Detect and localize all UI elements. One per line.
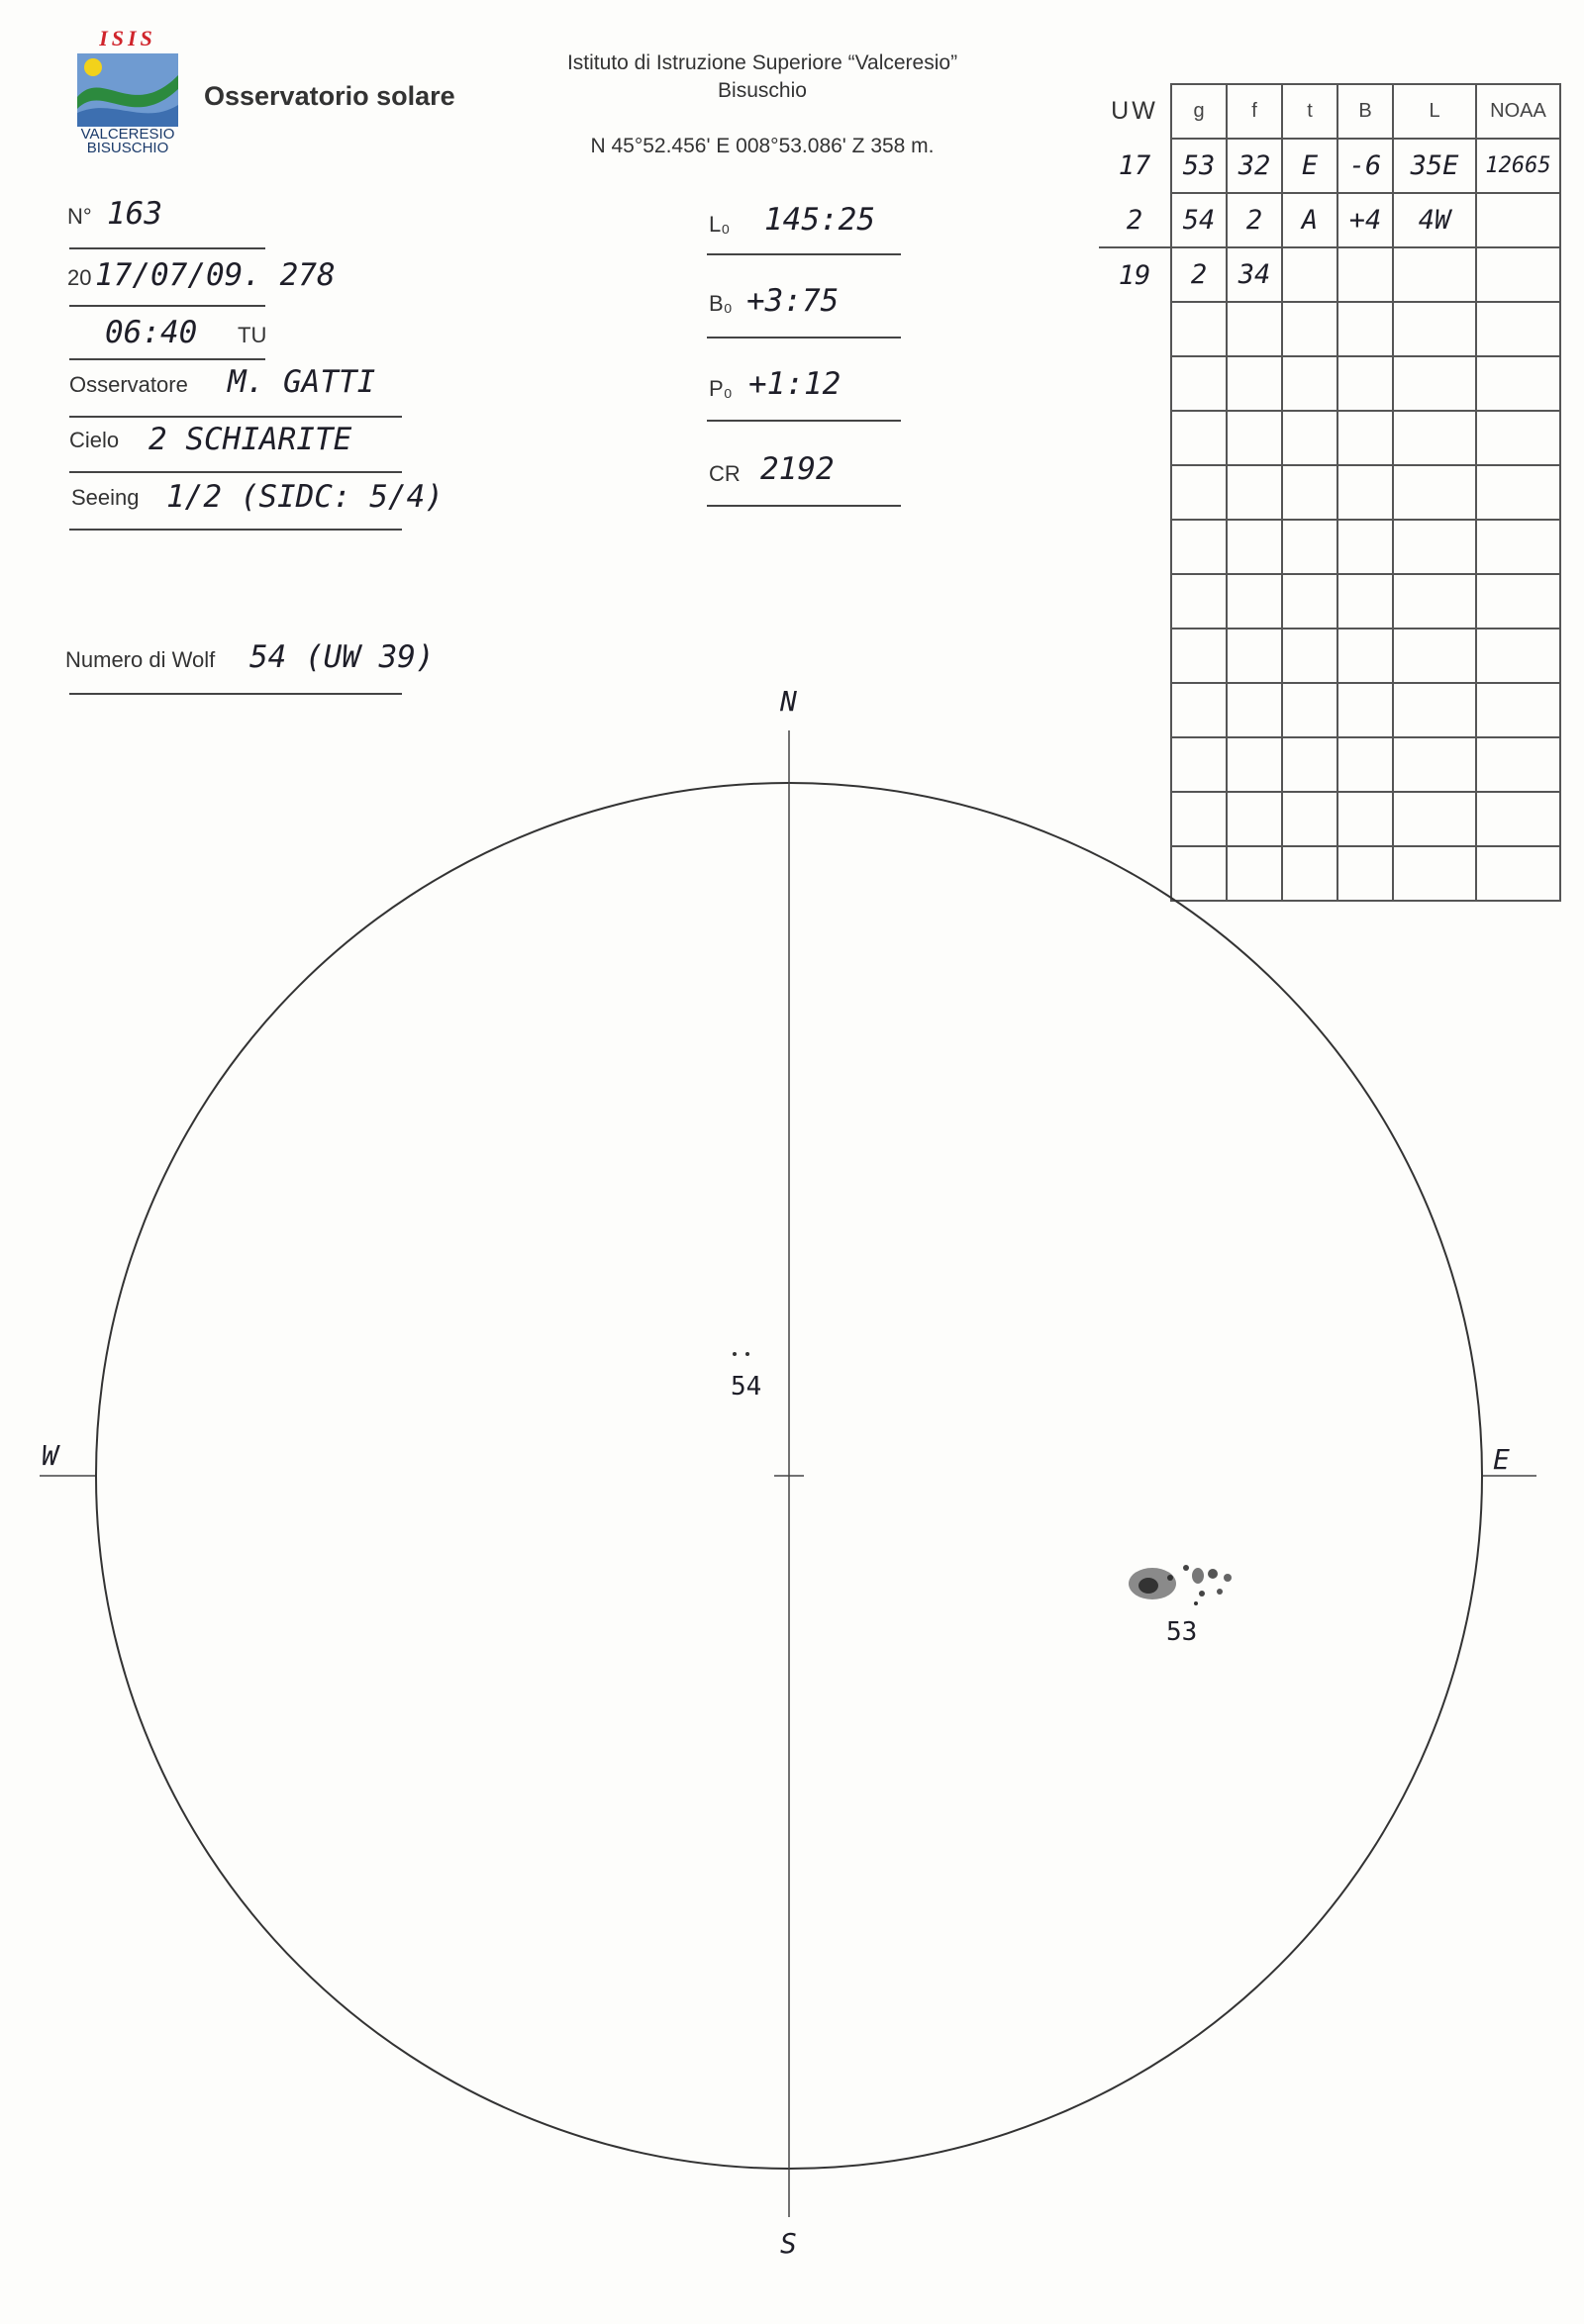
spot-53-i bbox=[1199, 1591, 1205, 1597]
table-cell: 17 bbox=[1118, 150, 1151, 181]
spot-53-f bbox=[1208, 1569, 1218, 1579]
logo-line-2: BISUSCHIO bbox=[86, 140, 169, 156]
table-header-f: f bbox=[1227, 84, 1282, 139]
spot-54-b bbox=[745, 1352, 749, 1356]
table-cell: 34 bbox=[1227, 247, 1282, 302]
table-cell: E bbox=[1282, 139, 1337, 193]
spot-53-umbra bbox=[1138, 1578, 1158, 1594]
spot-53-h bbox=[1217, 1589, 1223, 1595]
seeing-value: 1/2 (SIDC: 5/4) bbox=[166, 479, 444, 515]
wolf-value: 54 (UW 39) bbox=[249, 639, 435, 675]
date-value: 17/07/09. 278 bbox=[95, 257, 336, 293]
cr-label: CR bbox=[709, 461, 741, 486]
table-cell: -6 bbox=[1337, 139, 1393, 193]
table-cell: +4 bbox=[1337, 193, 1393, 247]
spot-53-c bbox=[1167, 1575, 1173, 1581]
table-header-t: t bbox=[1282, 84, 1337, 139]
group-label-53: 53 bbox=[1166, 1617, 1198, 1647]
spot-53-e bbox=[1192, 1568, 1204, 1584]
logo-line-1: VALCERESIO bbox=[80, 126, 175, 143]
l0-label: L₀ bbox=[709, 212, 731, 237]
spot-54-a bbox=[733, 1352, 737, 1356]
table-cell: 2 bbox=[1126, 204, 1143, 236]
observer-label: Osservatore bbox=[69, 372, 188, 397]
logo-isis-text: ISIS bbox=[99, 28, 156, 50]
table-cell: A bbox=[1282, 193, 1337, 247]
table-header-l: L bbox=[1393, 84, 1476, 139]
table-cell: 12665 bbox=[1476, 139, 1560, 193]
seeing-label: Seeing bbox=[71, 485, 140, 510]
number-value: 163 bbox=[107, 196, 162, 232]
sky-label: Cielo bbox=[69, 428, 120, 452]
table-cell: 35E bbox=[1393, 139, 1476, 193]
table-cell: 32 bbox=[1227, 139, 1282, 193]
institute-town: Bisuschio bbox=[718, 79, 807, 102]
south-label: S bbox=[780, 2227, 797, 2260]
wolf-label: Numero di Wolf bbox=[65, 647, 216, 672]
table-cell: 54 bbox=[1171, 193, 1227, 247]
table-cell: 53 bbox=[1171, 139, 1227, 193]
b0-label: B₀ bbox=[709, 291, 733, 316]
time-unit: TU bbox=[238, 323, 267, 347]
institute-name: Istituto di Istruzione Superiore “Valceresio” bbox=[566, 51, 958, 74]
sky-value: 2 SCHIARITE bbox=[148, 422, 352, 457]
spot-53-j bbox=[1194, 1601, 1198, 1605]
cr-value: 2192 bbox=[760, 451, 835, 487]
spot-53-g bbox=[1224, 1574, 1232, 1582]
p0-value: +1:12 bbox=[748, 366, 842, 402]
observatory-coords: N 45°52.456' E 008°53.086' Z 358 m. bbox=[590, 135, 935, 157]
table-header-g: g bbox=[1171, 84, 1227, 139]
table-header-b: B bbox=[1337, 84, 1393, 139]
table-cell: 4W bbox=[1393, 193, 1476, 247]
number-label: N° bbox=[67, 204, 92, 229]
group-label-54: 54 bbox=[731, 1372, 762, 1402]
table-header-noaa: NOAA bbox=[1476, 84, 1560, 139]
sunspot-group-53 bbox=[1129, 1565, 1232, 1605]
table-header-uw: UW bbox=[1111, 97, 1158, 125]
p0-label: P₀ bbox=[709, 376, 733, 401]
table-cell: 2 bbox=[1227, 193, 1282, 247]
table-cell: 19 bbox=[1099, 247, 1171, 302]
b0-value: +3:75 bbox=[746, 283, 840, 319]
north-label: N bbox=[780, 685, 797, 718]
date-prefix: 20 bbox=[67, 265, 92, 290]
page-title: Osservatorio solare bbox=[204, 81, 455, 111]
table-cell: 2 bbox=[1171, 247, 1227, 302]
time-value: 06:40 bbox=[105, 315, 198, 350]
l0-value: 145:25 bbox=[764, 202, 875, 238]
spot-53-d bbox=[1183, 1565, 1189, 1571]
west-label: W bbox=[42, 1439, 58, 1472]
east-label: E bbox=[1493, 1443, 1510, 1476]
observer-value: M. GATTI bbox=[228, 364, 376, 400]
